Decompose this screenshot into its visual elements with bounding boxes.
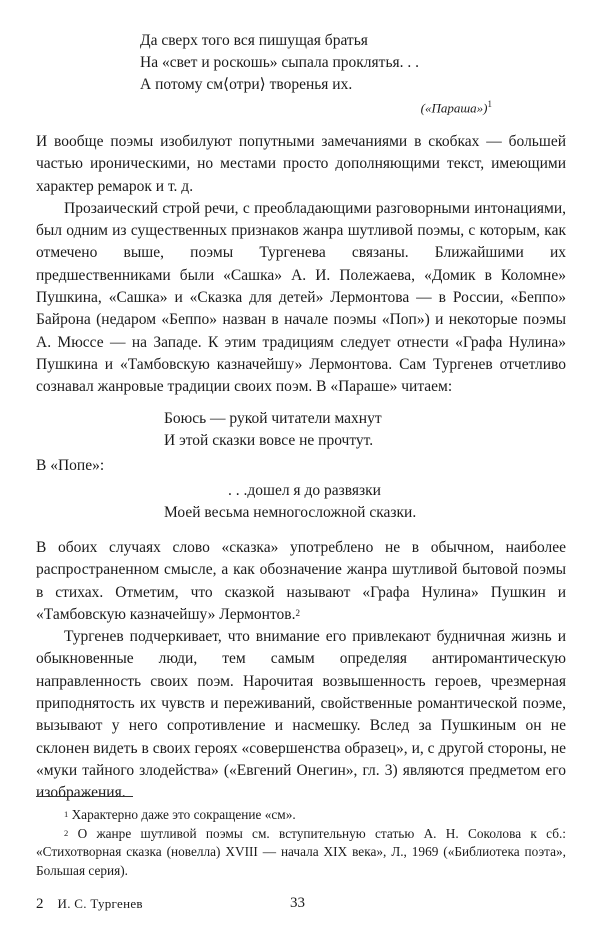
- signature-sheet-number: 2: [36, 896, 44, 912]
- poem-excerpt-pope: [164, 480, 416, 524]
- printer-signature: [36, 896, 143, 913]
- prose-intro-pope: [36, 455, 566, 477]
- poem-line: И этой сказки вовсе не прочтут.: [164, 432, 374, 449]
- footnote-divider: [36, 796, 133, 797]
- footnote: [36, 825, 566, 881]
- paragraph: Тургенев подчеркивает, что внимание его привлекают будничная жизнь и обыкновенные люди, тем самым определяя антиромантическую направленность своих поэм. Нарочитая возвышенность героев, чрезмерная приподнятость их чувств и переживаний, свойственные романтической поэме, вызывают у него сопротивление и насмешку. Вслед за Пушкиным он не склонен видеть в своих героях «совершенства образец», и, с другой стороны, не «муки тайного злодейства» («Евгений Онегин», гл. 3) являются предметом его изображения.: [36, 628, 566, 802]
- footnote-number: 1: [64, 809, 69, 819]
- paragraph: Прозаический строй речи, с преобладающими разговорными интонациями, был одним из существенных признаков жанра шутливой поэмы, с которым, как отмечено выше, поэмы Тургенева связаны. Ближайшими их предшественниками были «Сашка» А. И. Полежаева, «Домик в Коломне» Пушкина, «Сашка» и «Сказка для детей» Лермонтова — в России, «Беппо» Байрона (недаром «Беппо» назван в начале поэмы «Поп») и некоторые поэмы А. Мюссе — на Западе. К этим традициям следует отнести «Графа Нулина» Пушкина и «Тамбовскую казначейшу» Лермонтова. Сам Тургенев отчетливо сознавал жанровые традиции своих поэм. В «Параше» читаем:: [36, 199, 566, 396]
- poem-line: На «свет и роскошь» сыпала проклятья. . .: [140, 54, 420, 71]
- paragraph: И вообще поэмы изобилуют попутными замечаниями в скобках — большей частью ироническими, но местами просто дополняющими текст, имеющими характер ремарок и т. д.: [36, 133, 566, 195]
- poem-line: Боюсь — рукой читатели махнут: [164, 410, 382, 427]
- footnote-ref: 2: [295, 607, 300, 618]
- poem-excerpt-parasha: [140, 30, 419, 96]
- attribution-text: («Параша»): [420, 100, 488, 116]
- poem-line: Да сверх того вся пишущая братья: [140, 32, 368, 49]
- poem-attribution: [421, 99, 492, 116]
- prose-block-2: [36, 537, 566, 805]
- footnote-text: О жанре шутливой поэмы см. вступительную статью А. Н. Соколова к сб.: «Стихотворная сказка (новелла) XVIII — начала XIX века», Л., 1969 («Библиотека поэта», Большая серия).: [36, 825, 567, 878]
- page-number: 33: [290, 895, 305, 911]
- poem-line: . . .дошел я до развязки: [228, 482, 381, 499]
- poem-line: А потому см⟨отри⟩ творенья их.: [140, 76, 353, 93]
- footnote-ref: 1: [487, 99, 492, 109]
- footnote: [36, 806, 566, 825]
- poem-line: Моей весьма немногосложной сказки.: [164, 504, 417, 521]
- prose-block-1: [36, 131, 566, 399]
- paragraph: [36, 537, 566, 626]
- poem-excerpt-parasha-2: [164, 408, 382, 452]
- paragraph-text: В обоих случаях слово «сказка» употреблено не в обычном, наиболее распространенном смысле, а как обозначение жанра шутливой бытовой поэмы в стихах. Отметим, что сказкой называют «Графа Нулина» Пушкин и «Тамбовскую казначейшу» Лермонтов.: [36, 539, 566, 623]
- footnote-text: Характерно даже это сокращение «см».: [71, 807, 296, 822]
- paragraph: В «Попе»:: [36, 457, 105, 474]
- footnotes: [36, 806, 566, 880]
- signature-author: И. С. Тургенев: [57, 896, 143, 911]
- footnote-number: 2: [64, 827, 69, 838]
